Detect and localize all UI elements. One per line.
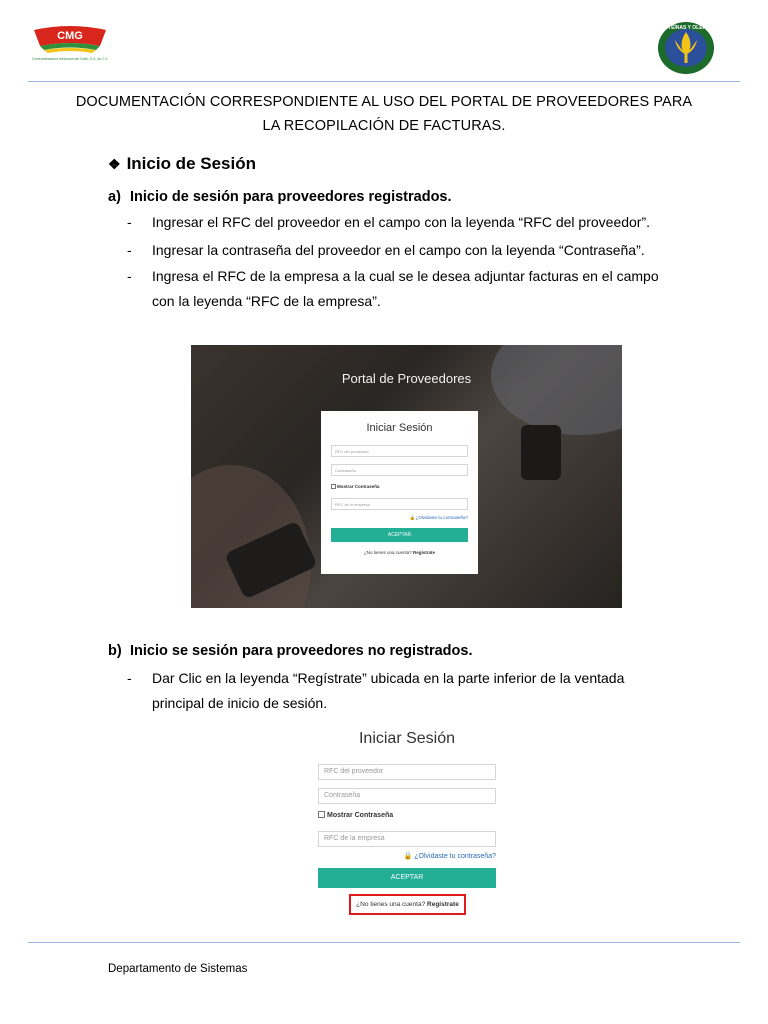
forgot-password-text[interactable]: ¿Olvidaste tu contraseña?: [414, 853, 496, 860]
accept-button[interactable]: ACEPTAR: [318, 868, 496, 888]
mini-login-card: [321, 411, 478, 574]
cmg-logo: [30, 20, 110, 68]
mini-show-password-label: Mostrar Contraseña: [337, 484, 380, 489]
mini-forgot-password-text[interactable]: ¿Olvidaste tu contraseña?: [415, 515, 468, 520]
subsection-a-heading: [108, 189, 452, 205]
document-title-line-2: LA RECOPILACIÓN DE FACTURAS.: [262, 118, 506, 134]
list-dash: -: [127, 670, 132, 686]
portal-title: Portal de Proveedores: [341, 371, 472, 386]
register-link[interactable]: Regístrate: [427, 901, 459, 908]
photo-decoration: [491, 345, 622, 435]
login-title: Iniciar Sesión: [358, 730, 456, 747]
mini-login-title: Iniciar Sesión: [366, 422, 433, 434]
subsection-b-heading: [108, 643, 472, 659]
lock-icon: 🔒: [409, 515, 416, 520]
list-item-text: Ingresar la contraseña del proveedor en el campo con la leyenda “Contraseña”.: [152, 242, 645, 258]
show-password-label: Mostrar Contraseña: [327, 812, 394, 819]
list-item: [127, 238, 667, 263]
portal-screenshot: [191, 345, 622, 608]
header-divider: [28, 81, 740, 82]
document-title: [60, 90, 708, 138]
list-dash: -: [127, 268, 132, 284]
subsection-a-label: a): [108, 189, 121, 205]
list-item-text: Dar Clic en la leyenda “Regístrate” ubicada en la parte inferior de la ventada principal de inicio de sesión.: [152, 670, 625, 711]
mini-rfc-empresa-input[interactable]: RFC de la empresa: [331, 498, 468, 510]
password-input[interactable]: Contraseña: [318, 788, 496, 804]
list-item-text: Ingresa el RFC de la empresa a la cual se le desea adjuntar facturas en el campo con la leyenda “RFC de la empresa”.: [152, 268, 659, 309]
photo-decoration: [521, 425, 561, 480]
rfc-proveedor-input[interactable]: RFC del proveedor: [318, 764, 496, 780]
footer-divider: [28, 942, 740, 943]
footer-department: Departamento de Sistemas: [108, 963, 248, 975]
show-password-checkbox[interactable]: [318, 811, 393, 819]
list-item: [127, 666, 667, 716]
proteinas-logo-text: PROTEÍNAS Y OLEICOS: [657, 25, 715, 31]
section-heading: [108, 154, 256, 174]
mini-password-input[interactable]: Contraseña: [331, 464, 468, 476]
diamond-bullet-icon: ❖: [108, 156, 121, 172]
section-heading-text: Inicio de Sesión: [126, 154, 256, 173]
mini-checkbox-box[interactable]: [331, 484, 336, 489]
subsection-b-title: Inicio se sesión para proveedores no registrados.: [130, 643, 473, 659]
mini-register-link[interactable]: Regístrate: [413, 550, 436, 555]
no-account-text: ¿No tienes una cuenta?: [356, 901, 426, 908]
lock-icon: 🔒: [403, 853, 413, 860]
list-item-text: Ingresar el RFC del proveedor en el campo con la leyenda “RFC del proveedor”.: [152, 214, 651, 230]
mini-accept-button[interactable]: ACEPTAR: [331, 528, 468, 542]
forgot-password-link[interactable]: [404, 852, 496, 860]
cmg-logo-subtitle: Comercializadora Mexicana del Golfo, S.A. de C.V.: [31, 57, 109, 61]
mini-rfc-proveedor-input[interactable]: RFC del proveedor: [331, 445, 468, 457]
subsection-a-title: Inicio de sesión para proveedores registrados.: [130, 189, 452, 205]
mini-register-prompt: [321, 550, 478, 555]
mini-no-account-text: ¿No tienes una cuenta?: [363, 550, 412, 555]
checkbox-box[interactable]: [318, 811, 325, 818]
list-item: [127, 264, 667, 314]
list-item: [127, 210, 667, 235]
cmg-logo-text: CMG: [57, 30, 83, 42]
document-title-line-1: DOCUMENTACIÓN CORRESPONDIENTE AL USO DEL PORTAL DE PROVEEDORES PARA: [75, 94, 693, 110]
subsection-b-label: b): [108, 643, 122, 659]
mini-show-password-checkbox[interactable]: [331, 484, 380, 489]
register-highlight: [349, 894, 466, 915]
rfc-empresa-input[interactable]: RFC de la empresa: [318, 831, 496, 847]
list-dash: -: [127, 214, 132, 230]
proteinas-oleicos-logo: [655, 20, 717, 76]
mini-forgot-password-link[interactable]: [410, 515, 468, 521]
list-dash: -: [127, 242, 132, 258]
